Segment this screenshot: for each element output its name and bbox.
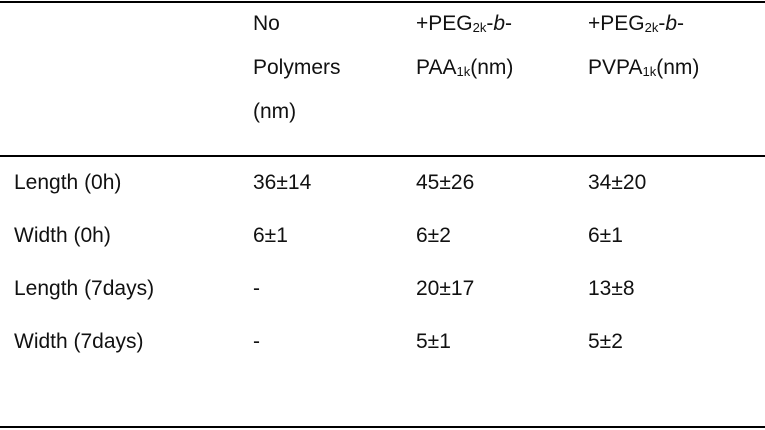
- header-peg-paa-dash1: -: [486, 12, 494, 35]
- cell-value: 5±2: [588, 330, 623, 353]
- header-peg-paa: [416, 2, 513, 90]
- header-no-polymers-line2: Polymers: [253, 56, 341, 79]
- header-peg-paa-dash2: -: [505, 12, 513, 35]
- header-peg-pvpa-sub2: 1k: [642, 64, 657, 79]
- cell-value: 34±20: [588, 171, 647, 194]
- row-label: Length (0h): [14, 171, 122, 194]
- header-peg-pvpa-sub1: 2k: [644, 20, 659, 35]
- cell-value: 6±2: [416, 224, 451, 247]
- header-peg-pvpa-b: b: [665, 12, 678, 35]
- header-peg-paa-prefix: +PEG: [416, 12, 473, 35]
- cell-value: -: [253, 277, 260, 300]
- header-peg-pvpa-line1: [588, 2, 699, 46]
- header-peg-paa-b: b: [493, 12, 506, 35]
- cell-value: -: [253, 330, 260, 353]
- cell-value: 36±14: [253, 171, 312, 194]
- header-no-polymers-line1: No: [253, 12, 280, 35]
- header-peg-pvpa-block: PVPA: [588, 56, 643, 79]
- header-peg-paa-line1: [416, 2, 513, 46]
- cell-value: 45±26: [416, 171, 475, 194]
- row-label: Width (7days): [14, 330, 144, 353]
- row-label: Length (7days): [14, 277, 155, 300]
- header-peg-pvpa-line2: [588, 46, 699, 90]
- header-no-polymers-line3: (nm): [253, 100, 297, 123]
- header-peg-paa-block: PAA: [416, 56, 457, 79]
- cell-value: 20±17: [416, 277, 475, 300]
- header-peg-pvpa-prefix: +PEG: [588, 12, 645, 35]
- header-peg-paa-line2: [416, 46, 513, 90]
- header-no-polymers: [253, 2, 341, 134]
- header-peg-pvpa-unit: (nm): [656, 56, 700, 79]
- cell-value: 6±1: [588, 224, 623, 247]
- table-header-rule: [0, 155, 765, 157]
- header-peg-pvpa: [588, 2, 699, 90]
- header-peg-paa-sub1: 2k: [472, 20, 487, 35]
- cell-value: 6±1: [253, 224, 288, 247]
- cell-value: 5±1: [416, 330, 451, 353]
- header-peg-pvpa-dash1: -: [658, 12, 666, 35]
- row-label: Width (0h): [14, 224, 111, 247]
- table-bottom-rule: [0, 426, 765, 428]
- header-peg-paa-unit: (nm): [470, 56, 514, 79]
- cell-value: 13±8: [588, 277, 635, 300]
- header-peg-paa-sub2: 1k: [456, 64, 471, 79]
- header-peg-pvpa-dash2: -: [677, 12, 685, 35]
